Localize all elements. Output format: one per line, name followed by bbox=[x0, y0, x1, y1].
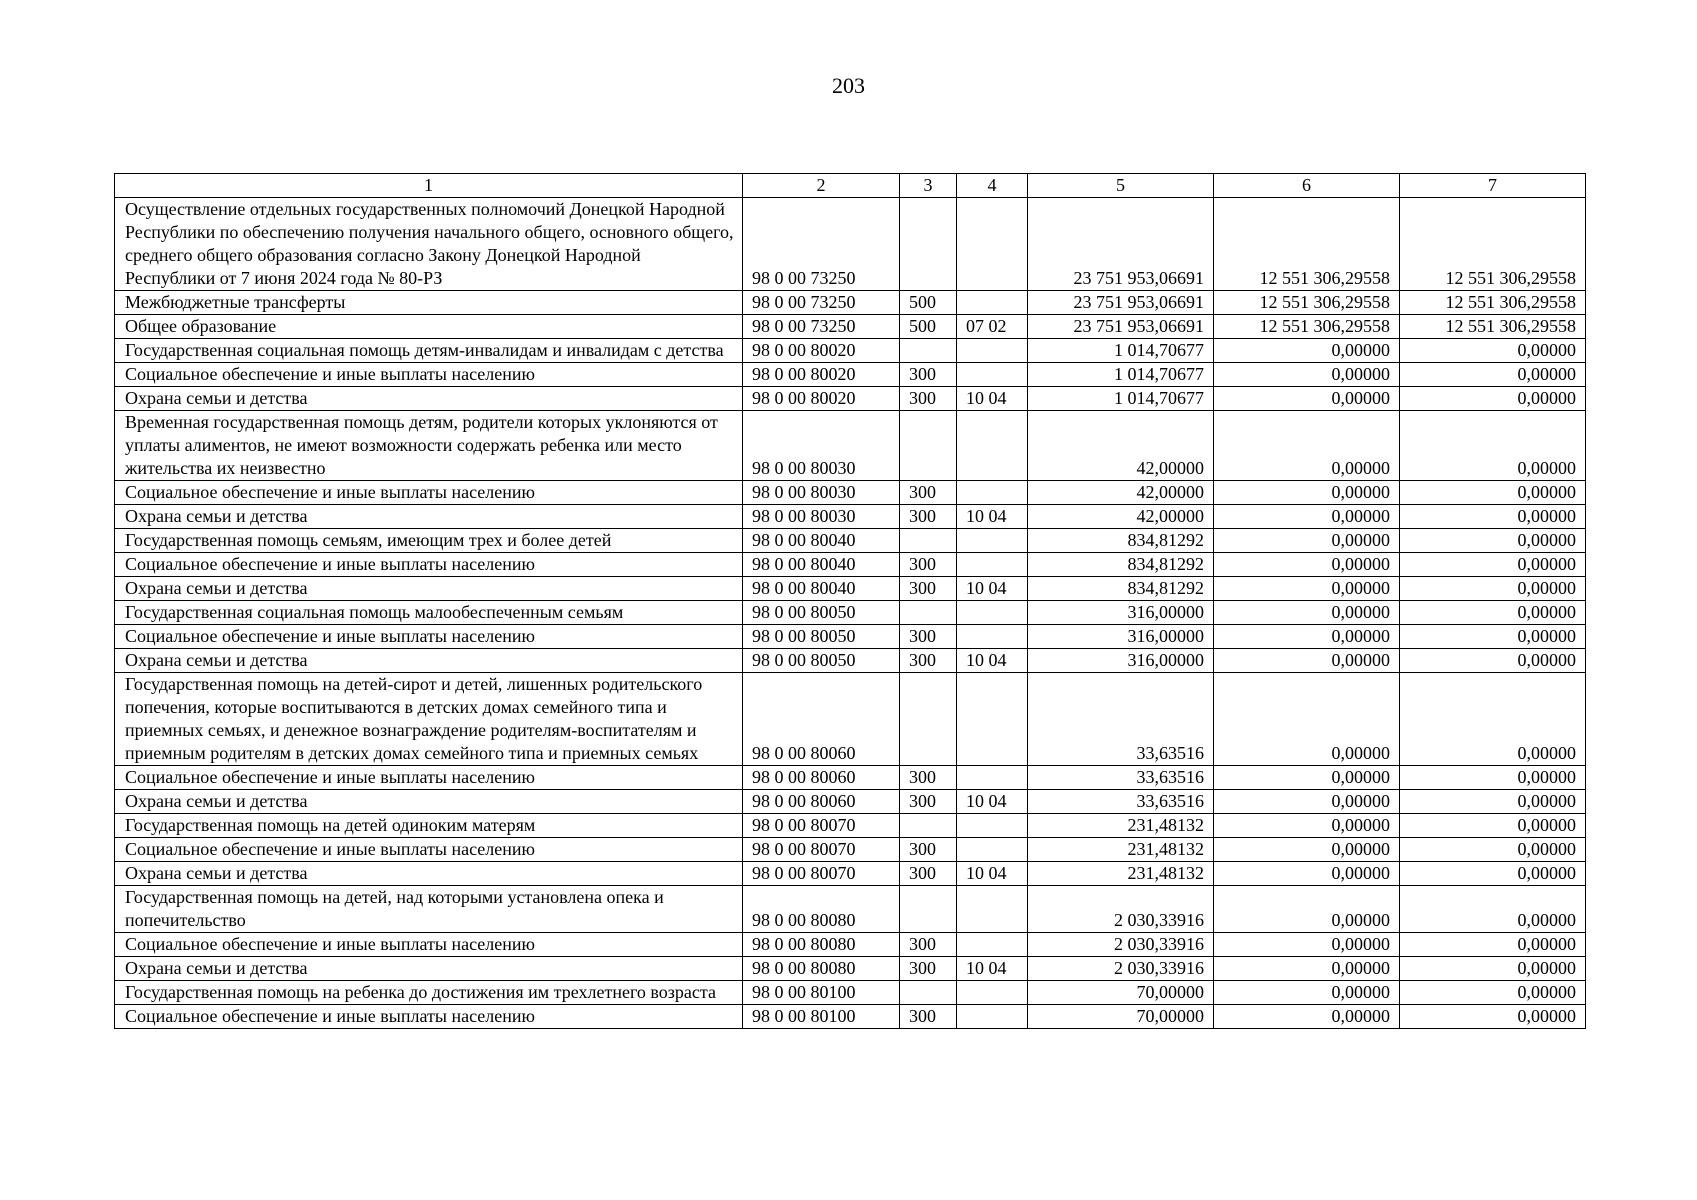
row-name-cell: Охрана семьи и детства bbox=[115, 505, 743, 529]
expense-type-cell: 300 bbox=[900, 862, 957, 886]
table-row bbox=[115, 1005, 1586, 1029]
target-article-code-cell: 98 0 00 73250 bbox=[743, 198, 900, 291]
expense-type-cell: 300 bbox=[900, 625, 957, 649]
table-row bbox=[115, 363, 1586, 387]
section-code-cell bbox=[957, 766, 1028, 790]
amount-column-7-cell: 0,00000 bbox=[1400, 387, 1586, 411]
column-header: 5 bbox=[1028, 174, 1214, 198]
target-article-code-cell: 98 0 00 80050 bbox=[743, 625, 900, 649]
amount-column-6-cell: 0,00000 bbox=[1214, 649, 1400, 673]
expense-type-cell: 300 bbox=[900, 577, 957, 601]
row-name-cell: Социальное обеспечение и иные выплаты населению bbox=[115, 1005, 743, 1029]
amount-column-6-cell: 0,00000 bbox=[1214, 838, 1400, 862]
section-code-cell bbox=[957, 814, 1028, 838]
table-row bbox=[115, 198, 1586, 291]
row-name-cell: Общее образование bbox=[115, 315, 743, 339]
table-row bbox=[115, 649, 1586, 673]
amount-column-6-cell: 0,00000 bbox=[1214, 933, 1400, 957]
section-code-cell: 10 04 bbox=[957, 957, 1028, 981]
section-code-cell bbox=[957, 481, 1028, 505]
amount-column-6-cell: 0,00000 bbox=[1214, 411, 1400, 481]
amount-column-7-cell: 0,00000 bbox=[1400, 862, 1586, 886]
amount-column-5-cell: 33,63516 bbox=[1028, 790, 1214, 814]
amount-column-7-cell: 0,00000 bbox=[1400, 553, 1586, 577]
table-row bbox=[115, 957, 1586, 981]
section-code-cell: 10 04 bbox=[957, 577, 1028, 601]
amount-column-7-cell: 12 551 306,29558 bbox=[1400, 198, 1586, 291]
amount-column-5-cell: 1 014,70677 bbox=[1028, 339, 1214, 363]
table-row bbox=[115, 814, 1586, 838]
target-article-code-cell: 98 0 00 80070 bbox=[743, 838, 900, 862]
expense-type-cell: 300 bbox=[900, 505, 957, 529]
table-row bbox=[115, 766, 1586, 790]
section-code-cell: 10 04 bbox=[957, 505, 1028, 529]
section-code-cell bbox=[957, 601, 1028, 625]
row-name-cell: Государственная помощь на ребенка до достижения им трехлетнего возраста bbox=[115, 981, 743, 1005]
target-article-code-cell: 98 0 00 80060 bbox=[743, 790, 900, 814]
expense-type-cell: 300 bbox=[900, 838, 957, 862]
row-name-cell: Государственная социальная помощь малообеспеченным семьям bbox=[115, 601, 743, 625]
row-name-cell: Охрана семьи и детства bbox=[115, 387, 743, 411]
section-code-cell bbox=[957, 838, 1028, 862]
expense-type-cell bbox=[900, 411, 957, 481]
amount-column-6-cell: 12 551 306,29558 bbox=[1214, 291, 1400, 315]
amount-column-7-cell: 0,00000 bbox=[1400, 933, 1586, 957]
amount-column-6-cell: 0,00000 bbox=[1214, 766, 1400, 790]
amount-column-6-cell: 0,00000 bbox=[1214, 577, 1400, 601]
row-name-cell: Государственная социальная помощь детям-инвалидам и инвалидам с детства bbox=[115, 339, 743, 363]
target-article-code-cell: 98 0 00 80080 bbox=[743, 933, 900, 957]
row-name-cell: Государственная помощь на детей-сирот и детей, лишенных родительского попечения, которые воспитываются в детских домах семейного типа и приемных семьях, и денежное вознаграждение родителям-воспитателям и приемным родителям в детских домах семейного типа и приемных семьях bbox=[115, 673, 743, 766]
table-row bbox=[115, 339, 1586, 363]
amount-column-6-cell: 0,00000 bbox=[1214, 505, 1400, 529]
expense-type-cell bbox=[900, 886, 957, 933]
table-header-row bbox=[115, 174, 1586, 198]
amount-column-6-cell: 12 551 306,29558 bbox=[1214, 315, 1400, 339]
table-row bbox=[115, 387, 1586, 411]
column-header: 7 bbox=[1400, 174, 1586, 198]
target-article-code-cell: 98 0 00 80060 bbox=[743, 673, 900, 766]
expense-type-cell: 500 bbox=[900, 291, 957, 315]
target-article-code-cell: 98 0 00 80080 bbox=[743, 886, 900, 933]
column-header: 3 bbox=[900, 174, 957, 198]
expense-type-cell: 300 bbox=[900, 481, 957, 505]
table-row bbox=[115, 838, 1586, 862]
column-header: 2 bbox=[743, 174, 900, 198]
amount-column-6-cell: 0,00000 bbox=[1214, 1005, 1400, 1029]
expense-type-cell: 300 bbox=[900, 933, 957, 957]
row-name-cell: Социальное обеспечение и иные выплаты населению bbox=[115, 481, 743, 505]
amount-column-5-cell: 834,81292 bbox=[1028, 577, 1214, 601]
amount-column-6-cell: 0,00000 bbox=[1214, 981, 1400, 1005]
section-code-cell bbox=[957, 411, 1028, 481]
target-article-code-cell: 98 0 00 80030 bbox=[743, 411, 900, 481]
row-name-cell: Государственная помощь на детей, над которыми установлена опека и попечительство bbox=[115, 886, 743, 933]
table-row bbox=[115, 673, 1586, 766]
target-article-code-cell: 98 0 00 73250 bbox=[743, 291, 900, 315]
amount-column-5-cell: 42,00000 bbox=[1028, 411, 1214, 481]
section-code-cell bbox=[957, 291, 1028, 315]
target-article-code-cell: 98 0 00 80040 bbox=[743, 577, 900, 601]
amount-column-7-cell: 0,00000 bbox=[1400, 957, 1586, 981]
amount-column-6-cell: 0,00000 bbox=[1214, 625, 1400, 649]
target-article-code-cell: 98 0 00 80040 bbox=[743, 553, 900, 577]
page-number: 203 bbox=[832, 73, 865, 98]
amount-column-6-cell: 0,00000 bbox=[1214, 481, 1400, 505]
section-code-cell bbox=[957, 339, 1028, 363]
expense-type-cell bbox=[900, 198, 957, 291]
section-code-cell bbox=[957, 1005, 1028, 1029]
expense-type-cell: 300 bbox=[900, 1005, 957, 1029]
table-row bbox=[115, 411, 1586, 481]
amount-column-7-cell: 0,00000 bbox=[1400, 649, 1586, 673]
section-code-cell bbox=[957, 933, 1028, 957]
expense-type-cell bbox=[900, 339, 957, 363]
target-article-code-cell: 98 0 00 80020 bbox=[743, 387, 900, 411]
expense-type-cell bbox=[900, 814, 957, 838]
section-code-cell: 10 04 bbox=[957, 649, 1028, 673]
amount-column-6-cell: 0,00000 bbox=[1214, 886, 1400, 933]
section-code-cell: 07 02 bbox=[957, 315, 1028, 339]
table-row bbox=[115, 625, 1586, 649]
section-code-cell: 10 04 bbox=[957, 862, 1028, 886]
table-row bbox=[115, 553, 1586, 577]
section-code-cell: 10 04 bbox=[957, 790, 1028, 814]
table-row bbox=[115, 315, 1586, 339]
table-row bbox=[115, 601, 1586, 625]
column-header: 6 bbox=[1214, 174, 1400, 198]
section-code-cell bbox=[957, 198, 1028, 291]
amount-column-6-cell: 0,00000 bbox=[1214, 601, 1400, 625]
table-row bbox=[115, 481, 1586, 505]
amount-column-5-cell: 42,00000 bbox=[1028, 505, 1214, 529]
amount-column-7-cell: 0,00000 bbox=[1400, 838, 1586, 862]
amount-column-5-cell: 231,48132 bbox=[1028, 838, 1214, 862]
amount-column-5-cell: 2 030,33916 bbox=[1028, 957, 1214, 981]
amount-column-5-cell: 834,81292 bbox=[1028, 529, 1214, 553]
amount-column-5-cell: 316,00000 bbox=[1028, 601, 1214, 625]
row-name-cell: Охрана семьи и детства bbox=[115, 790, 743, 814]
amount-column-7-cell: 0,00000 bbox=[1400, 790, 1586, 814]
target-article-code-cell: 98 0 00 80050 bbox=[743, 601, 900, 625]
row-name-cell: Охрана семьи и детства bbox=[115, 577, 743, 601]
amount-column-6-cell: 0,00000 bbox=[1214, 363, 1400, 387]
row-name-cell: Временная государственная помощь детям, родители которых уклоняются от уплаты алиментов, не имеют возможности содержать ребенка или место жительства их неизвестно bbox=[115, 411, 743, 481]
amount-column-5-cell: 1 014,70677 bbox=[1028, 387, 1214, 411]
table-row bbox=[115, 933, 1586, 957]
amount-column-6-cell: 0,00000 bbox=[1214, 529, 1400, 553]
table-row bbox=[115, 577, 1586, 601]
amount-column-6-cell: 0,00000 bbox=[1214, 790, 1400, 814]
amount-column-6-cell: 0,00000 bbox=[1214, 673, 1400, 766]
table-row bbox=[115, 505, 1586, 529]
row-name-cell: Охрана семьи и детства bbox=[115, 649, 743, 673]
expense-type-cell bbox=[900, 673, 957, 766]
table-row bbox=[115, 886, 1586, 933]
table-row bbox=[115, 790, 1586, 814]
section-code-cell bbox=[957, 363, 1028, 387]
section-code-cell bbox=[957, 981, 1028, 1005]
amount-column-7-cell: 0,00000 bbox=[1400, 339, 1586, 363]
target-article-code-cell: 98 0 00 80070 bbox=[743, 862, 900, 886]
amount-column-5-cell: 70,00000 bbox=[1028, 1005, 1214, 1029]
amount-column-7-cell: 0,00000 bbox=[1400, 814, 1586, 838]
target-article-code-cell: 98 0 00 80030 bbox=[743, 505, 900, 529]
target-article-code-cell: 98 0 00 80020 bbox=[743, 363, 900, 387]
row-name-cell: Государственная помощь на детей одиноким матерям bbox=[115, 814, 743, 838]
amount-column-7-cell: 12 551 306,29558 bbox=[1400, 291, 1586, 315]
table-row bbox=[115, 291, 1586, 315]
expense-type-cell: 500 bbox=[900, 315, 957, 339]
expense-type-cell: 300 bbox=[900, 553, 957, 577]
amount-column-5-cell: 1 014,70677 bbox=[1028, 363, 1214, 387]
amount-column-6-cell: 0,00000 bbox=[1214, 553, 1400, 577]
amount-column-6-cell: 0,00000 bbox=[1214, 862, 1400, 886]
row-name-cell: Межбюджетные трансферты bbox=[115, 291, 743, 315]
expense-type-cell: 300 bbox=[900, 766, 957, 790]
table-body bbox=[115, 174, 1586, 1029]
amount-column-7-cell: 0,00000 bbox=[1400, 505, 1586, 529]
amount-column-5-cell: 2 030,33916 bbox=[1028, 933, 1214, 957]
section-code-cell: 10 04 bbox=[957, 387, 1028, 411]
row-name-cell: Социальное обеспечение и иные выплаты населению bbox=[115, 766, 743, 790]
amount-column-7-cell: 0,00000 bbox=[1400, 577, 1586, 601]
expense-type-cell bbox=[900, 529, 957, 553]
amount-column-7-cell: 0,00000 bbox=[1400, 601, 1586, 625]
amount-column-7-cell: 0,00000 bbox=[1400, 981, 1586, 1005]
amount-column-5-cell: 834,81292 bbox=[1028, 553, 1214, 577]
target-article-code-cell: 98 0 00 73250 bbox=[743, 315, 900, 339]
amount-column-6-cell: 0,00000 bbox=[1214, 957, 1400, 981]
section-code-cell bbox=[957, 553, 1028, 577]
amount-column-7-cell: 0,00000 bbox=[1400, 673, 1586, 766]
expense-type-cell: 300 bbox=[900, 957, 957, 981]
expense-type-cell: 300 bbox=[900, 649, 957, 673]
target-article-code-cell: 98 0 00 80100 bbox=[743, 981, 900, 1005]
row-name-cell: Социальное обеспечение и иные выплаты населению bbox=[115, 838, 743, 862]
amount-column-6-cell: 12 551 306,29558 bbox=[1214, 198, 1400, 291]
amount-column-7-cell: 0,00000 bbox=[1400, 481, 1586, 505]
expense-type-cell: 300 bbox=[900, 387, 957, 411]
amount-column-5-cell: 23 751 953,06691 bbox=[1028, 291, 1214, 315]
amount-column-6-cell: 0,00000 bbox=[1214, 339, 1400, 363]
amount-column-5-cell: 316,00000 bbox=[1028, 649, 1214, 673]
expense-type-cell: 300 bbox=[900, 363, 957, 387]
expense-type-cell: 300 bbox=[900, 790, 957, 814]
amount-column-7-cell: 0,00000 bbox=[1400, 766, 1586, 790]
amount-column-6-cell: 0,00000 bbox=[1214, 387, 1400, 411]
table-row bbox=[115, 981, 1586, 1005]
amount-column-7-cell: 12 551 306,29558 bbox=[1400, 315, 1586, 339]
amount-column-5-cell: 231,48132 bbox=[1028, 862, 1214, 886]
target-article-code-cell: 98 0 00 80040 bbox=[743, 529, 900, 553]
section-code-cell bbox=[957, 886, 1028, 933]
amount-column-7-cell: 0,00000 bbox=[1400, 1005, 1586, 1029]
amount-column-5-cell: 231,48132 bbox=[1028, 814, 1214, 838]
amount-column-5-cell: 42,00000 bbox=[1028, 481, 1214, 505]
column-header: 1 bbox=[115, 174, 743, 198]
expense-type-cell bbox=[900, 601, 957, 625]
amount-column-5-cell: 23 751 953,06691 bbox=[1028, 315, 1214, 339]
amount-column-7-cell: 0,00000 bbox=[1400, 886, 1586, 933]
amount-column-5-cell: 33,63516 bbox=[1028, 766, 1214, 790]
row-name-cell: Охрана семьи и детства bbox=[115, 862, 743, 886]
row-name-cell: Социальное обеспечение и иные выплаты населению bbox=[115, 363, 743, 387]
amount-column-5-cell: 33,63516 bbox=[1028, 673, 1214, 766]
row-name-cell: Социальное обеспечение и иные выплаты населению bbox=[115, 553, 743, 577]
amount-column-5-cell: 316,00000 bbox=[1028, 625, 1214, 649]
amount-column-7-cell: 0,00000 bbox=[1400, 363, 1586, 387]
amount-column-6-cell: 0,00000 bbox=[1214, 814, 1400, 838]
expense-type-cell bbox=[900, 981, 957, 1005]
target-article-code-cell: 98 0 00 80020 bbox=[743, 339, 900, 363]
section-code-cell bbox=[957, 673, 1028, 766]
row-name-cell: Социальное обеспечение и иные выплаты населению bbox=[115, 933, 743, 957]
target-article-code-cell: 98 0 00 80100 bbox=[743, 1005, 900, 1029]
table-row bbox=[115, 529, 1586, 553]
target-article-code-cell: 98 0 00 80050 bbox=[743, 649, 900, 673]
amount-column-7-cell: 0,00000 bbox=[1400, 529, 1586, 553]
amount-column-5-cell: 70,00000 bbox=[1028, 981, 1214, 1005]
section-code-cell bbox=[957, 625, 1028, 649]
amount-column-5-cell: 2 030,33916 bbox=[1028, 886, 1214, 933]
row-name-cell: Осуществление отдельных государственных полномочий Донецкой Народной Республики по обеспечению получения начального общего, основного общего, среднего общего образования согласно Закону Донецкой Народной Республики от 7 июня 2024 года № 80-РЗ bbox=[115, 198, 743, 291]
target-article-code-cell: 98 0 00 80060 bbox=[743, 766, 900, 790]
target-article-code-cell: 98 0 00 80080 bbox=[743, 957, 900, 981]
row-name-cell: Социальное обеспечение и иные выплаты населению bbox=[115, 625, 743, 649]
section-code-cell bbox=[957, 529, 1028, 553]
row-name-cell: Охрана семьи и детства bbox=[115, 957, 743, 981]
row-name-cell: Государственная помощь семьям, имеющим трех и более детей bbox=[115, 529, 743, 553]
amount-column-7-cell: 0,00000 bbox=[1400, 411, 1586, 481]
target-article-code-cell: 98 0 00 80070 bbox=[743, 814, 900, 838]
target-article-code-cell: 98 0 00 80030 bbox=[743, 481, 900, 505]
table-row bbox=[115, 862, 1586, 886]
column-header: 4 bbox=[957, 174, 1028, 198]
amount-column-5-cell: 23 751 953,06691 bbox=[1028, 198, 1214, 291]
budget-table bbox=[114, 173, 1586, 1029]
amount-column-7-cell: 0,00000 bbox=[1400, 625, 1586, 649]
